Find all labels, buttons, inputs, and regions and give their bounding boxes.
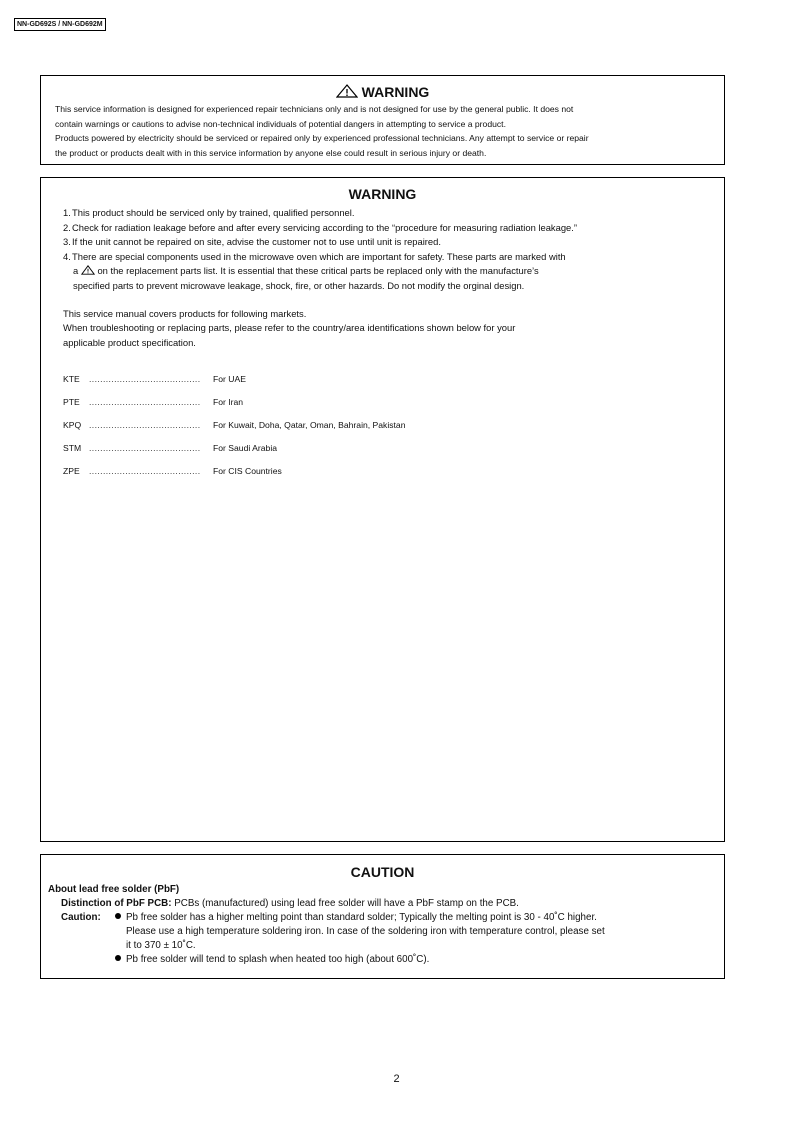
- caution-bullet-cont: it to 370 ± 10˚C.: [126, 940, 196, 951]
- leader-dots: ........................................: [89, 465, 201, 476]
- list-number: 2.: [63, 221, 71, 233]
- general-warning-box: [40, 75, 725, 165]
- general-warning-line: Products powered by electricity should be serviced or repaired only by experienced professional technicians. Any attempt to service or repair: [55, 133, 589, 143]
- list-text: If the unit cannot be repaired on site, advise the customer not to use until unit is repaired.: [72, 236, 441, 248]
- warning-triangle-icon: [81, 265, 95, 275]
- market-code: KTE: [63, 374, 80, 385]
- markets-list: [63, 372, 724, 486]
- caution-bullet: [115, 911, 724, 925]
- intro-line: This service manual covers products for following markets.: [63, 307, 307, 319]
- market-code: KPQ: [63, 419, 82, 430]
- caution-label: Caution:: [61, 912, 101, 923]
- market-code: PTE: [63, 397, 80, 408]
- market-row: [63, 395, 724, 418]
- market-desc: For UAE: [213, 374, 246, 385]
- caution-bullet: [115, 953, 724, 967]
- market-code: STM: [63, 442, 82, 453]
- warning-triangle-icon: [336, 84, 358, 98]
- list-text: This product should be serviced only by trained, qualified personnel.: [72, 207, 355, 218]
- leader-dots: ........................................: [89, 397, 201, 408]
- list-number: 4.: [63, 250, 71, 262]
- caution-title: CAUTION: [350, 864, 415, 880]
- market-desc: For Kuwait, Doha, Qatar, Oman, Bahrain, Pakistan: [213, 419, 406, 430]
- list-number: 1.: [63, 207, 71, 218]
- list-item: [63, 206, 724, 221]
- intro-line: When troubleshooting or replacing parts, please refer to the country/area identifications shown below for your: [63, 322, 516, 334]
- general-warning-title-text: WARNING: [361, 84, 430, 100]
- caution-bullet-cont: Please use a high temperature soldering iron. In case of the soldering iron with temperature control, please set: [126, 926, 605, 937]
- market-desc: For CIS Countries: [213, 465, 282, 476]
- general-warning-line: This service information is designed for experienced repair technicians only and is not designed for use by the general public. It does not: [55, 104, 574, 114]
- caution-row: [61, 911, 724, 967]
- list-text: on the replacement parts list. It is essential that these critical parts be replaced only with the manufacture’s: [97, 265, 539, 277]
- intro-line: applicable product specification.: [63, 336, 196, 348]
- leader-dots: ........................................: [89, 419, 201, 430]
- general-warning-title: [41, 84, 724, 100]
- leader-dots: ........................................: [89, 374, 201, 385]
- list-text: There are special components used in the microwave oven which are important for safety. These parts are marked with: [72, 250, 566, 262]
- service-warning-box: [40, 177, 725, 842]
- markets-intro: [63, 307, 724, 351]
- caution-bullet-text: Pb free solder has a higher melting point than standard solder; Typically the melting point is 30 - 40˚C higher.: [126, 912, 597, 923]
- list-text: Check for radiation leakage before and after every servicing according to the “procedure for measuring radiation leakage.”: [72, 221, 577, 233]
- list-text: a: [73, 265, 79, 277]
- pbf-distinction: [61, 897, 724, 911]
- market-code: ZPE: [63, 465, 80, 476]
- pbf-distinction-text: PCBs (manufactured) using lead free solder will have a PbF stamp on the PCB.: [174, 898, 519, 909]
- caution-heading: About lead free solder (PbF): [48, 884, 180, 895]
- market-row: [63, 372, 724, 395]
- list-item-continuation: [63, 264, 724, 279]
- model-number-tag: NN-GD692S / NN-GD692M: [14, 18, 106, 31]
- list-item-continuation: specified parts to prevent microwave leakage, shock, fire, or other hazards. Do not modify the orginal design.: [73, 279, 525, 291]
- list-item: [63, 235, 724, 250]
- list-item: [63, 250, 724, 265]
- service-warning-list: [63, 206, 724, 294]
- list-item: [63, 221, 724, 236]
- market-row: [63, 441, 724, 464]
- market-desc: For Iran: [213, 397, 244, 408]
- pbf-distinction-label: Distinction of PbF PCB:: [61, 898, 172, 909]
- bullet-icon: [115, 913, 121, 919]
- market-row: [63, 464, 724, 487]
- service-warning-title: WARNING: [348, 186, 417, 202]
- caution-bullet-text: Pb free solder will tend to splash when heated too high (about 600˚C).: [126, 954, 430, 965]
- caution-box: [40, 854, 725, 979]
- general-warning-line: contain warnings or cautions to advise non-technical individuals of potential dangers in attempting to service a product.: [55, 118, 506, 129]
- market-desc: For Saudi Arabia: [213, 442, 278, 453]
- general-warning-line: the product or products dealt with in this service information by anyone else could result in serious injury or death.: [55, 147, 487, 158]
- page-number: 2: [393, 1073, 400, 1085]
- bullet-icon: [115, 955, 121, 961]
- leader-dots: ........................................: [89, 442, 201, 453]
- list-number: 3.: [63, 236, 71, 248]
- market-row: [63, 418, 724, 441]
